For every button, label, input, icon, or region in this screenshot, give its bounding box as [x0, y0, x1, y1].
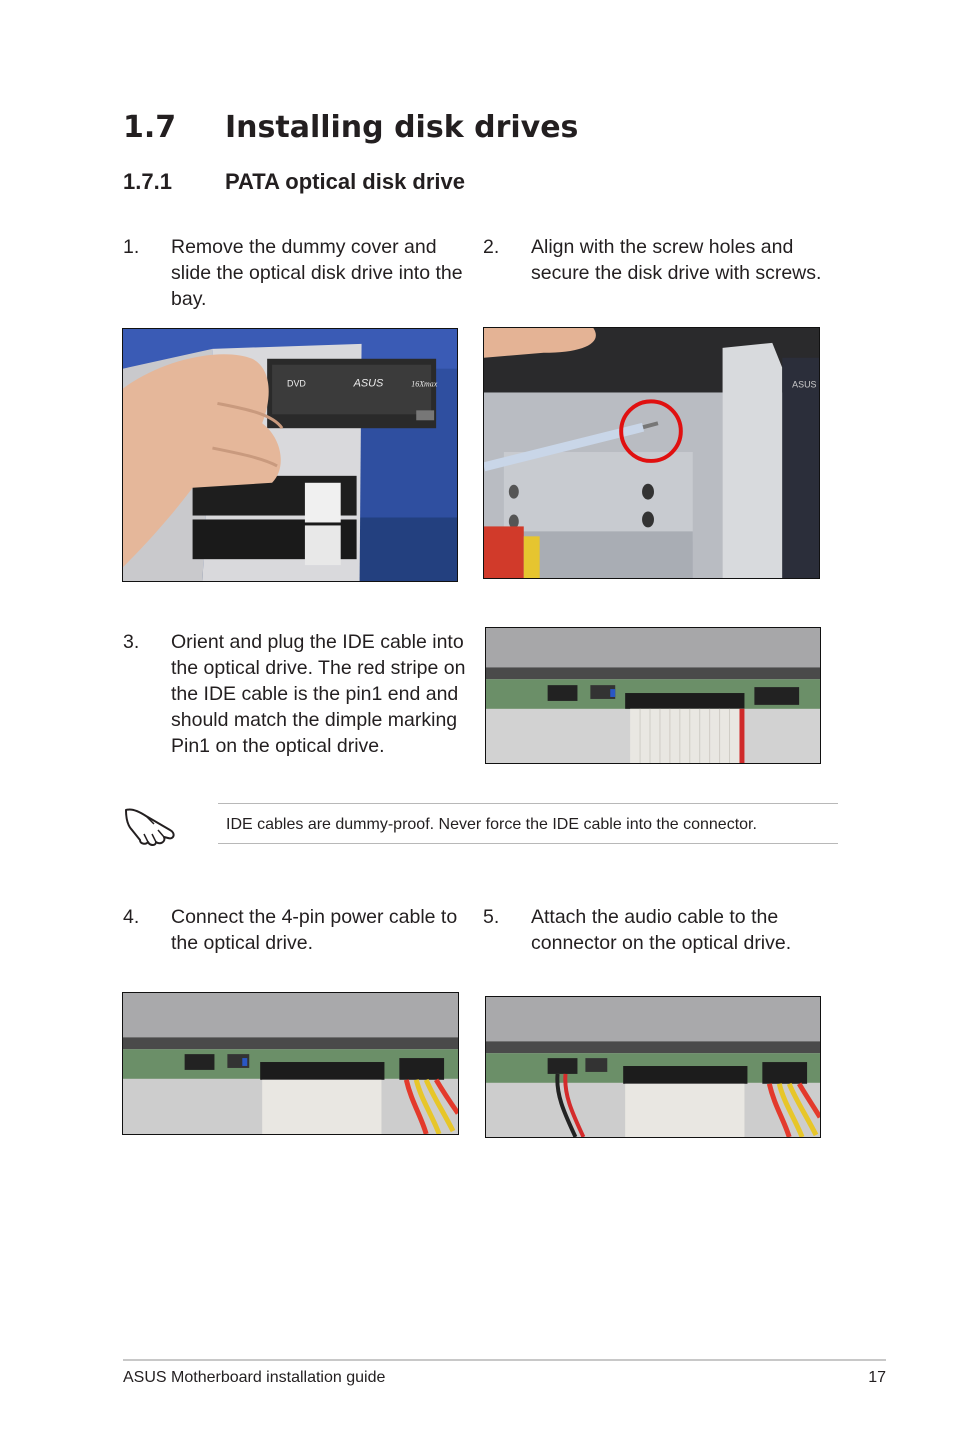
step-text: Attach the audio cable to the connector on the optical drive. [531, 906, 792, 954]
section-title: Installing disk drives [225, 110, 579, 145]
step-number: 2. [483, 236, 500, 258]
page-number: 17 [868, 1369, 886, 1386]
step-text: Align with the screw holes and secure the disk drive with screws. [531, 236, 822, 284]
note-text: IDE cables are dummy-proof. Never force the IDE cable into the connector. [226, 816, 757, 833]
hand-pointing-icon [124, 800, 180, 846]
footer-title: ASUS Motherboard installation guide [123, 1369, 386, 1386]
subsection-title: PATA optical disk drive [225, 169, 466, 194]
photo-secure-screws [483, 327, 820, 579]
photo-ide-cable [485, 627, 821, 764]
note-bottom-rule [218, 843, 838, 844]
note-top-rule [218, 803, 838, 804]
section-number: 1.7 [123, 110, 177, 145]
step-text: Orient and plug the IDE cable into the optical drive. The red stripe on the IDE cable is the pin1 end and should match the dimple marking Pin1 on the optical drive. [171, 631, 466, 757]
step-number: 1. [123, 236, 140, 258]
dvd-badge: DVD [287, 378, 306, 389]
step-text: Connect the 4-pin power cable to the optical drive. [171, 906, 458, 954]
drive-speed: 16Xmax [411, 379, 438, 389]
step-text: Remove the dummy cover and slide the optical disk drive into the bay. [171, 236, 463, 310]
subsection-number: 1.7.1 [123, 169, 172, 194]
photo-power-cable [122, 992, 459, 1135]
step-number: 5. [483, 906, 500, 928]
step-number: 4. [123, 906, 140, 928]
step-number: 3. [123, 631, 140, 653]
photo-audio-cable [485, 996, 821, 1138]
photo-insert-drive [122, 328, 458, 582]
drive-brand: ASUS [353, 377, 384, 390]
front-brand: ASUS [792, 379, 817, 390]
footer-rule [123, 1359, 886, 1361]
